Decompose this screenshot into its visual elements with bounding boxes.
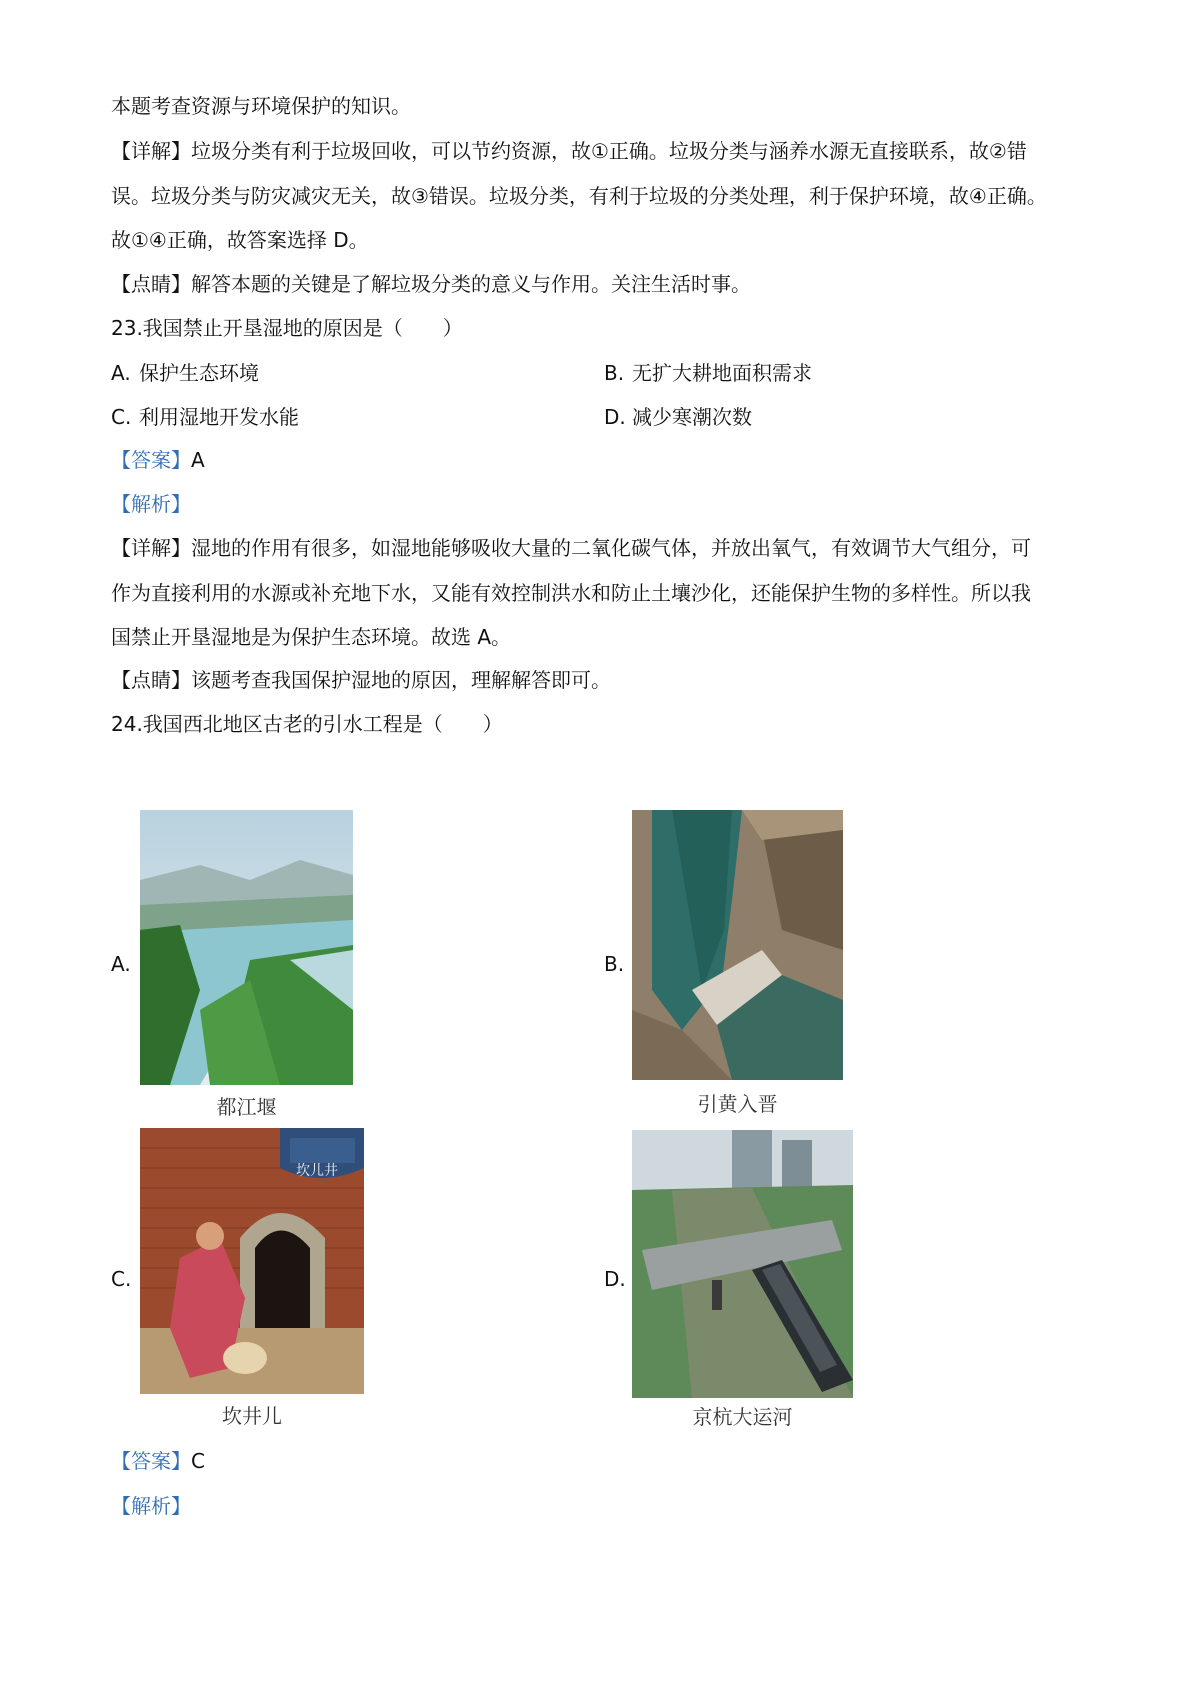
- q23-answer: [111, 446, 205, 474]
- q24-option-d-letter: D.: [604, 1267, 626, 1291]
- q23-option-d: [604, 403, 752, 431]
- q23-detail-line-1: [111, 534, 1031, 562]
- comment-tag: 【点睛】: [111, 272, 191, 296]
- answer-value: C: [191, 1449, 205, 1473]
- q23-option-b: [604, 359, 812, 387]
- answer-tag: 【答案】: [111, 1449, 191, 1473]
- q24-option-c-letter: C.: [111, 1267, 132, 1291]
- comment-text: 该题考查我国保护湿地的原因，理解解答即可。: [191, 668, 611, 692]
- q24-option-b-caption: 引黄入晋: [697, 1092, 778, 1116]
- q22-detail-line-1: [111, 137, 1027, 165]
- dujiangyan-image: [140, 810, 353, 1085]
- q24-answer: [111, 1447, 205, 1475]
- q23-stem: 23.我国禁止开垦湿地的原因是（ ）: [111, 316, 463, 340]
- q23-option-a: [111, 359, 259, 387]
- option-text: 减少寒潮次数: [632, 405, 752, 429]
- q23-detail-line-2: 作为直接利用的水源或补充地下水，又能有效控制洪水和防止土壤沙化，还能保护生物的多样性。所以我: [111, 581, 1031, 605]
- option-text: 利用湿地开发水能: [139, 405, 299, 429]
- q22-detail-line-2: 误。垃圾分类与防灾减灾无关，故③错误。垃圾分类，有利于垃圾的分类处理，利于保护环境，故④正确。: [111, 184, 1047, 208]
- canal-image: [632, 1130, 853, 1398]
- detail-text: 垃圾分类有利于垃圾回收，可以节约资源，故①正确。垃圾分类与涵养水源无直接联系，故②错: [191, 139, 1027, 163]
- detail-tag: 【详解】: [111, 536, 191, 560]
- answer-tag: 【答案】: [111, 448, 191, 472]
- comment-tag: 【点睛】: [111, 668, 191, 692]
- option-letter: A.: [111, 361, 131, 385]
- karez-sign: 坎儿井: [296, 1163, 338, 1179]
- q24-option-b-letter: B.: [604, 952, 625, 976]
- q23-detail-line-3: 国禁止开垦湿地是为保护生态环境。故选 A。: [111, 625, 512, 649]
- detail-text: 湿地的作用有很多，如湿地能够吸收大量的二氧化碳气体，并放出氧气，有效调节大气组分，可: [191, 536, 1031, 560]
- option-text: 保护生态环境: [139, 361, 259, 385]
- q24-option-a-letter: A.: [111, 952, 131, 976]
- answer-value: A: [191, 448, 205, 472]
- option-letter: D.: [604, 405, 626, 429]
- q24-option-c-caption: 坎井儿: [222, 1404, 282, 1428]
- comment-text: 解答本题的关键是了解垃圾分类的意义与作用。关注生活时事。: [191, 272, 751, 296]
- q23-comment: [111, 666, 611, 694]
- q24-stem: 24.我国西北地区古老的引水工程是（ ）: [111, 712, 503, 736]
- q23-analysis-tag: 【解析】: [111, 492, 191, 516]
- intro-line: 本题考查资源与环境保护的知识。: [111, 94, 411, 118]
- option-letter: B.: [604, 361, 625, 385]
- option-text: 无扩大耕地面积需求: [632, 361, 812, 385]
- option-letter: C.: [111, 405, 132, 429]
- q22-detail-line-3: 故①④正确，故答案选择 D。: [111, 228, 369, 252]
- q23-option-c: [111, 403, 299, 431]
- q24-analysis-tag: 【解析】: [111, 1494, 191, 1518]
- q24-option-d-caption: 京杭大运河: [692, 1405, 793, 1429]
- q22-comment: [111, 270, 751, 298]
- dam-image: [632, 810, 843, 1080]
- q24-option-a-caption: 都江堰: [216, 1095, 277, 1119]
- detail-tag: 【详解】: [111, 139, 191, 163]
